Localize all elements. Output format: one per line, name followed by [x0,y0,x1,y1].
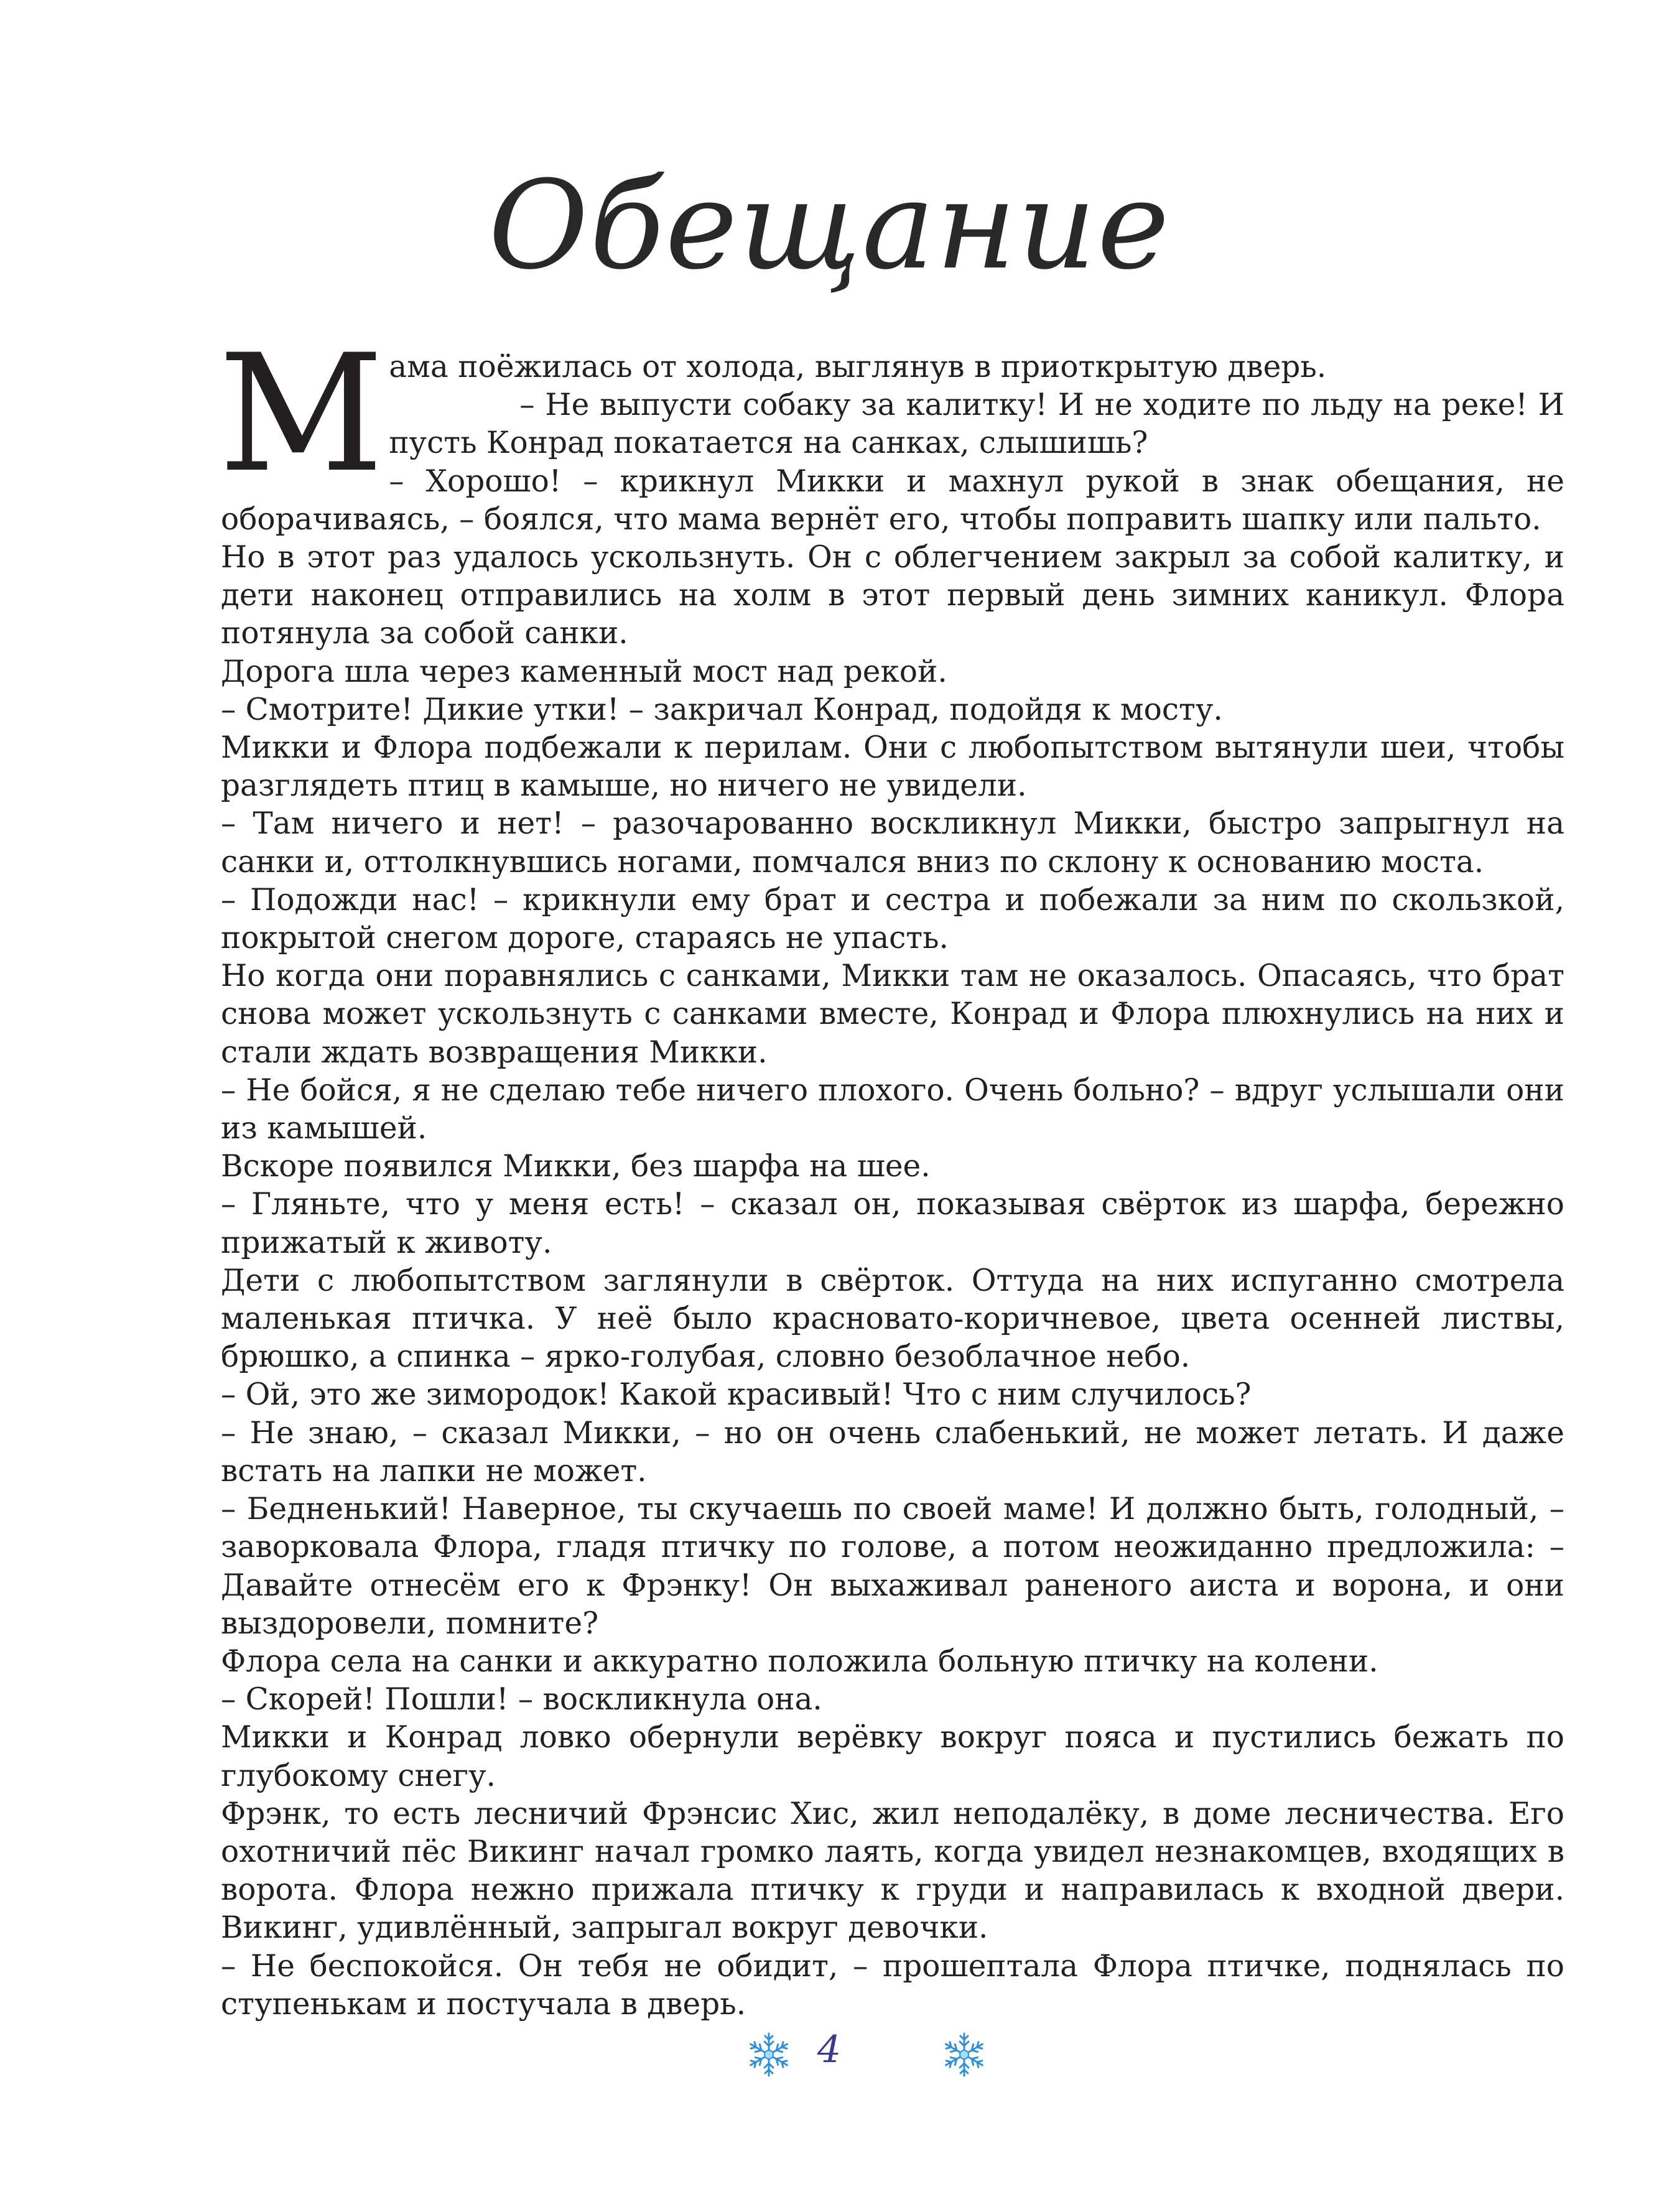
page-footer [0,2025,1659,2099]
paragraph-4: Но в этот раз удалось ускользнуть. Он с облегчением закрыл за собой калитку, и дети наконец отправились на холм в этот первый день зимних каникул. Флора потянула за собой санки. [221,540,1564,651]
paragraph-22: – Не беспокойся. Он тебя не обидит, – прошептала Флора птичке, поднялась по ступенькам и постучала в дверь. [221,1948,1564,2022]
paragraph-21: Фрэнк, то есть лесничий Фрэнсис Хис, жил неподалёку, в доме лесничества. Его охотничий пёс Викинг начал громко лаять, когда увидел незнакомцев, входящих в ворота. Флора нежно прижала птичку к груди и направилась к входной двери. Викинг, удивлённый, запрыгал вокруг девочки. [221,1796,1564,1946]
paragraph-17: – Бедненький! Наверное, ты скучаешь по своей маме! И должно быть, голодный, – заворковала Флора, гладя птичку по голове, а потом неожиданно предложила: – Давайте отнесём его к Фрэнку! Он выхаживал раненого аиста и ворона, и они выздоровели, помните? [221,1492,1564,1641]
paragraph-10: Но когда они поравнялись с санками, Микки там не оказалось. Опасаясь, что брат снова может ускользнуть с санками вместе, Конрад и Флора плюхнулись на них и стали ждать возвращения Микки. [221,959,1564,1070]
paragraph-2: – Не выпусти собаку за калитку! И не ходите по льду на реке! И пусть Конрад покатается на санках, слышишь? [389,388,1564,461]
paragraph-1-text: ама поёжилась от холода, выглянув в приоткрытую дверь. [389,350,1327,384]
paragraph-13: – Гляньте, что у меня есть! – сказал он, показывая свёрток из шарфа, бережно прижатый к животу. [221,1187,1564,1260]
paragraph-3: – Хорошо! – крикнул Микки и махнул рукой в знак обещания, не оборачиваясь, – боялся, что мама вернёт его, чтобы поправить шапку или пальто. [221,463,1564,537]
paragraph-7: Микки и Флора подбежали к перилам. Они с любопытством вытянули шеи, чтобы разглядеть птиц в камыше, но ничего не увидели. [221,730,1564,804]
paragraph-8: – Там ничего и нет! – разочарованно воскликнул Микки, быстро запрыгнул на санки и, оттолкнувшись ногами, помчался вниз по склону к основанию моста. [221,806,1564,880]
page-number: 4 [817,2028,842,2071]
paragraph-16: – Не знаю, – сказал Микки, – но он очень слабенький, не может летать. И даже встать на лапки не может. [221,1415,1564,1489]
paragraph-19: – Скорей! Пошли! – воскликнула она. [221,1682,822,1717]
paragraph-20: Микки и Конрад ловко обернули верёвку вокруг пояса и пустились бежать по глубокому снегу. [221,1720,1564,1793]
paragraph-14: Дети с любопытством заглянули в свёрток. Оттуда на них испуганно смотрела маленькая птичка. У неё было красновато-коричневое, цвета осенней листвы, брюшко, а спинка – ярко-голубая, словно безоблачное небо. [221,1263,1564,1375]
paragraph-9: – Подожди нас! – крикнули ему брат и сестра и побежали за ним по скользкой, покрытой снегом дороге, стараясь не упасть. [221,882,1564,956]
story-text [218,320,1564,2024]
snowflake-icon [744,2030,794,2080]
paragraph-12: Вскоре появился Микки, без шарфа на шее. [221,1149,931,1184]
paragraph-5: Дорога шла через каменный мост над рекой. [221,654,947,689]
chapter-title: Обещание [488,155,1171,297]
snowflake-icon [939,2030,989,2080]
paragraph-18: Флора села на санки и аккуратно положила больную птичку на колени. [221,1643,1378,1679]
paragraph-6: – Смотрите! Дикие утки! – закричал Конрад, подойдя к мосту. [221,692,1223,727]
paragraph-15: – Ой, это же зимородок! Какой красивый! Что с ним случилось? [221,1377,1252,1413]
drop-cap: М [218,320,384,508]
paragraph-11: – Не бойся, я не сделаю тебе ничего плохого. Очень больно? – вдруг услышали они из камышей. [221,1072,1564,1146]
